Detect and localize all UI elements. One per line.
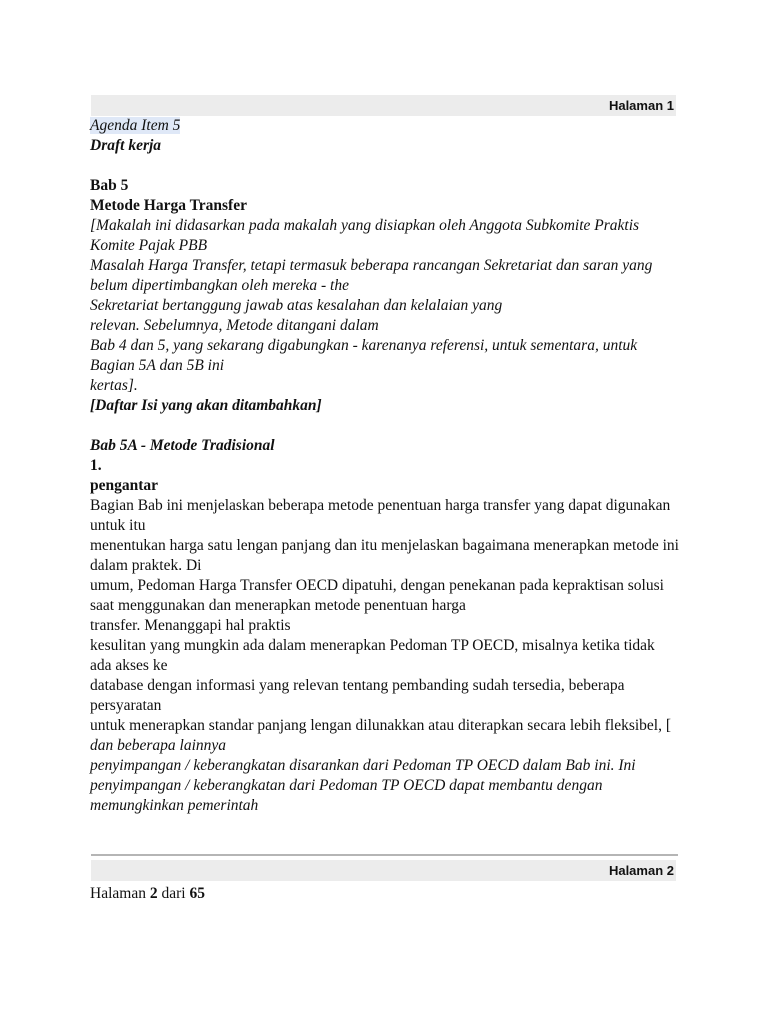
page-divider: [91, 854, 678, 856]
page-2-label: Halaman 2: [608, 863, 674, 878]
italic-line: penyimpangan / keberangkatan disarankan dari Pedoman TP OECD dalam Bab ini. Ini: [90, 757, 636, 774]
body-line: menentukan harga satu lengan panjang dan itu menjelaskan bagaimana menerapkan metode ini dalam praktek. Di: [90, 537, 679, 574]
intro-line: Bab 4 dan 5, yang sekarang digabungkan - karenanya referensi, untuk sementara, untuk Bagian 5A dan 5B ini: [90, 337, 638, 374]
page-2-header-bar: [91, 860, 676, 881]
body-line: transfer. Menanggapi hal praktis: [90, 617, 291, 634]
agenda-item: [90, 116, 680, 136]
section-title: Bab 5A - Metode Tradisional: [90, 437, 275, 454]
spacer: [90, 416, 680, 436]
page-counter: [90, 884, 205, 904]
draft-label: Draft kerja: [90, 137, 162, 154]
body-line: umum, Pedoman Harga Transfer OECD dipatuhi, dengan penekanan pada kepraktisan solusi saat menggunakan dan menerapkan metode penentuan harga: [90, 577, 664, 614]
intro-line: kertas].: [90, 377, 138, 394]
intro-line: Sekretariat bertanggung jawab atas kesalahan dan kelalaian yang: [90, 297, 503, 314]
intro-line: [Makalah ini didasarkan pada makalah yang disiapkan oleh Anggota Subkomite Praktis Komite Pajak PBB: [90, 217, 640, 254]
body-line: database dengan informasi yang relevan tentang pembanding sudah tersedia, beberapa persyaratan: [90, 677, 625, 714]
section-heading: pengantar: [90, 477, 159, 494]
toc-note: [Daftar Isi yang akan ditambahkan]: [90, 397, 322, 414]
intro-line: relevan. Sebelumnya, Metode ditangani dalam: [90, 317, 379, 334]
page-counter-current: 2: [149, 885, 158, 902]
body-line: Bagian Bab ini menjelaskan beberapa metode penentuan harga transfer yang dapat digunakan untuk itu: [90, 497, 671, 534]
body-line-mixed-normal: untuk menerapkan standar panjang lengan dilunakkan atau diterapkan secara lebih fleksibel, [: [90, 717, 672, 734]
italic-line: penyimpangan / keberangkatan dari Pedoman TP OECD dapat membantu dengan memungkinkan pemerintah: [90, 777, 603, 814]
page-counter-middle: dari: [157, 885, 190, 902]
document-content: [90, 116, 680, 816]
intro-line: Masalah Harga Transfer, tetapi termasuk beberapa rancangan Sekretariat dan saran yang belum dipertimbangkan oleh mereka - the: [90, 257, 653, 294]
spacer: [90, 156, 680, 176]
body-line-mixed-italic: dan beberapa lainnya: [90, 737, 227, 754]
section-number: 1.: [90, 457, 102, 474]
page-1-header-bar: [91, 95, 676, 116]
agenda-item-text: Agenda Item 5: [90, 117, 181, 134]
page-1-label: Halaman 1: [608, 98, 674, 113]
body-line-mixed: [90, 716, 680, 756]
chapter-number: Bab 5: [90, 177, 129, 194]
page-counter-prefix: Halaman: [90, 885, 150, 902]
chapter-title: Metode Harga Transfer: [90, 197, 247, 214]
body-line: kesulitan yang mungkin ada dalam menerapkan Pedoman TP OECD, misalnya ketika tidak ada akses ke: [90, 637, 655, 674]
page-counter-total: 65: [189, 885, 205, 902]
